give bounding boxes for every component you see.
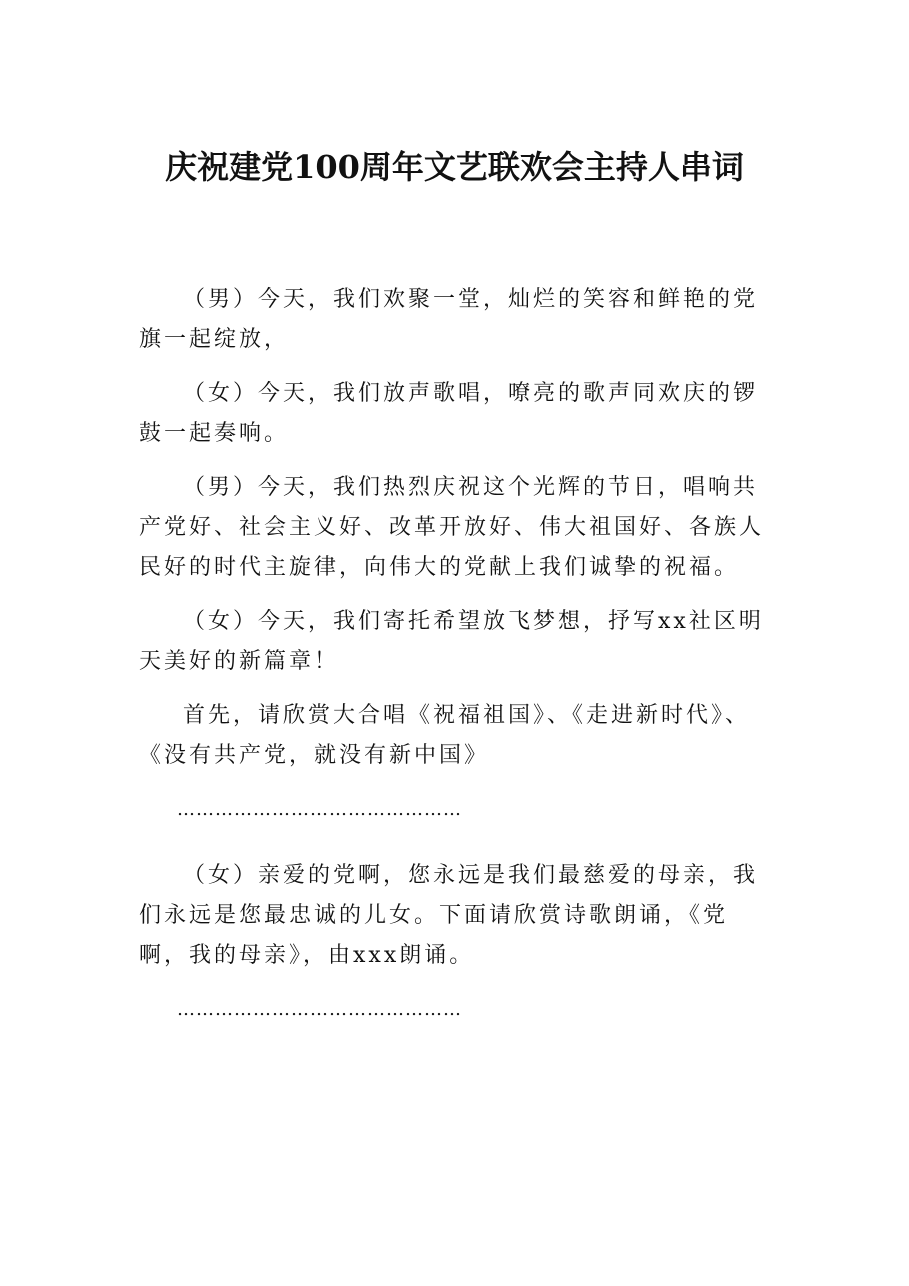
ellipsis-separator-2: ……………………………………… — [177, 999, 462, 1020]
paragraph-male-2: （男）今天，我们热烈庆祝这个光辉的节日，唱响共产党好、社会主义好、改革开放好、伟大祖国好、各族人民好的时代主旋律，向伟大的党献上我们诚挚的祝福。 — [139, 475, 765, 580]
document-body — [139, 280, 771, 1056]
document-title: 庆祝建党100周年文艺联欢会主持人串词 — [165, 148, 744, 186]
paragraph-female-2: （女）今天，我们寄托希望放飞梦想，抒写xx社区明天美好的新篇章！ — [139, 609, 764, 674]
paragraph-female-1: （女）今天，我们放声歌唱，嘹亮的歌声同欢庆的锣鼓一起奏响。 — [139, 381, 759, 446]
paragraph-female-3: （女）亲爱的党啊，您永远是我们最慈爱的母亲，我们永远是您最忠诚的儿女。下面请欣赏诗歌朗诵，《党啊，我的母亲》，由xxx朗诵。 — [139, 863, 759, 968]
paragraph-male-1: （男）今天，我们欢聚一堂，灿烂的笑容和鲜艳的党旗一起绽放， — [139, 287, 759, 352]
paragraph-first-program: 首先，请欣赏大合唱《祝福祖国》、《走进新时代》、《没有共产党，就没有新中国》 — [139, 703, 751, 768]
ellipsis-separator-1: ……………………………………… — [177, 799, 462, 820]
